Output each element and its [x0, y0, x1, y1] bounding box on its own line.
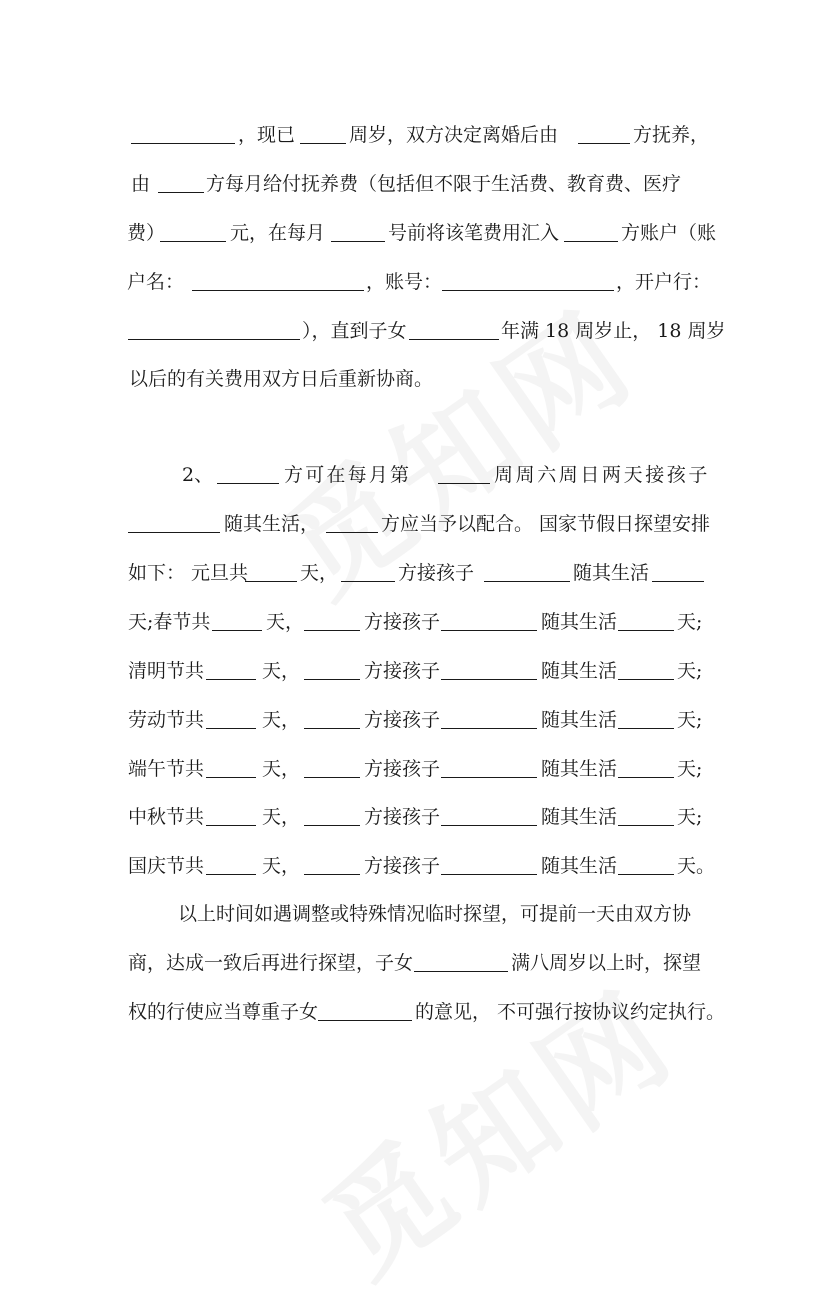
line-text: 天，	[266, 611, 305, 633]
line-text: ，开户行：	[616, 271, 712, 293]
line-text: 方每月给付抚养费（包括但不限于生活费、教育费、医疗	[206, 173, 682, 195]
line-text: 方接孩子	[364, 806, 441, 828]
line-text: 以上时间如遇调整或特殊情况临时探望，可提前一天由双方协	[178, 903, 692, 925]
blank-field	[331, 241, 385, 242]
line-text: 随其生活	[541, 855, 618, 877]
blank-field	[441, 825, 537, 826]
blank-field	[300, 143, 346, 144]
text-line	[0, 997, 830, 1027]
blank-field	[304, 728, 360, 729]
line-text: 随其生活	[573, 562, 650, 584]
blank-field	[409, 339, 499, 340]
text-line	[0, 705, 830, 735]
line-text: 号前将该笔费用汇入	[388, 222, 560, 244]
text-line	[0, 802, 830, 832]
blank-field	[618, 630, 674, 631]
line-text: 天;春节共	[128, 611, 211, 633]
blank-field	[304, 825, 360, 826]
text-line	[0, 607, 830, 637]
blank-field	[304, 630, 360, 631]
line-text: 以后的有关费用双方日后重新协商。	[129, 368, 434, 390]
blank-field	[326, 532, 378, 533]
line-text: 天，	[262, 758, 301, 780]
blank-field	[304, 874, 360, 875]
blank-field	[618, 777, 674, 778]
blank-field	[564, 241, 618, 242]
blank-field	[442, 290, 614, 291]
line-text: 国庆节共	[128, 855, 205, 877]
blank-field	[441, 874, 537, 875]
line-text: 天;	[677, 660, 703, 682]
blank-field	[304, 777, 360, 778]
text-line	[0, 316, 830, 346]
line-text: 随其生活	[541, 758, 618, 780]
line-text: 年满 18 周岁止， 18 周岁	[501, 320, 726, 342]
line-text: 方接孩子	[364, 855, 441, 877]
line-text: 费）	[127, 222, 166, 244]
line-text: 元，在每月	[230, 222, 326, 244]
blank-field	[484, 581, 570, 582]
line-text: 天，	[262, 660, 301, 682]
line-text: 中秋节共	[128, 806, 205, 828]
blank-field	[441, 777, 537, 778]
line-text: 天;	[677, 709, 703, 731]
text-line	[0, 656, 830, 686]
line-text: 天，	[262, 855, 301, 877]
line-text: 方接孩子	[364, 611, 441, 633]
text-line	[0, 899, 830, 929]
blank-field	[618, 874, 674, 875]
line-text: ，现已	[238, 124, 296, 146]
blank-field	[441, 728, 537, 729]
blank-field	[304, 679, 360, 680]
line-text: 户名：	[127, 271, 185, 293]
text-line	[0, 218, 830, 248]
line-text: 如下： 元旦共	[128, 562, 249, 584]
blank-field	[128, 339, 300, 340]
blank-field	[217, 483, 279, 484]
blank-field	[441, 679, 537, 680]
line-text: 随其生活	[541, 709, 618, 731]
blank-field	[652, 581, 704, 582]
blank-field	[618, 679, 674, 680]
line-text: 方接孩子	[364, 709, 441, 731]
line-text: 周周六周日两天接孩子	[494, 464, 711, 486]
blank-field	[192, 290, 364, 291]
line-text: 方抚养，	[633, 124, 710, 146]
line-text: 方应当予以配合。 国家节假日探望安排	[381, 513, 711, 535]
blank-field	[341, 581, 395, 582]
line-text: 天;	[677, 758, 703, 780]
blank-field	[438, 483, 490, 484]
line-text: 商，达成一致后再进行探望，子女	[128, 952, 414, 974]
text-line	[0, 120, 830, 150]
line-text: 方接孩子	[364, 758, 441, 780]
blank-field	[318, 1020, 412, 1021]
line-text: 权的行使应当尊重子女	[128, 1001, 319, 1023]
blank-field	[206, 728, 256, 729]
text-line	[0, 509, 830, 539]
line-text: 方账户（账	[621, 222, 717, 244]
line-text: 天，	[300, 562, 339, 584]
line-text: 端午节共	[128, 758, 205, 780]
line-text: 劳动节共	[128, 709, 205, 731]
blank-field	[158, 192, 204, 193]
line-text: ，账号：	[366, 271, 443, 293]
text-line	[0, 851, 830, 881]
blank-field	[206, 777, 256, 778]
blank-field	[206, 874, 256, 875]
text-line	[0, 754, 830, 784]
blank-field	[206, 825, 256, 826]
text-line	[0, 558, 830, 588]
blank-field	[414, 971, 508, 972]
text-line	[0, 364, 830, 394]
line-text: 2、	[182, 464, 214, 486]
line-text: 随其生活	[541, 611, 618, 633]
line-text: 周岁，双方决定离婚后由	[349, 124, 559, 146]
text-line	[0, 948, 830, 978]
line-text: 天。	[677, 855, 716, 877]
blank-field	[618, 825, 674, 826]
line-text: 天;	[677, 806, 703, 828]
line-text: 天，	[262, 709, 301, 731]
line-text: 随其生活	[541, 806, 618, 828]
blank-field	[206, 679, 256, 680]
text-line	[0, 169, 830, 199]
line-text: 随其生活，	[224, 513, 320, 535]
blank-field	[245, 581, 297, 582]
blank-field	[131, 143, 235, 144]
line-text: 天，	[262, 806, 301, 828]
line-text: 的意见， 不可强行按协议约定执行。	[415, 1001, 726, 1023]
blank-field	[128, 532, 220, 533]
line-text: 随其生活	[541, 660, 618, 682]
line-text: 天;	[677, 611, 703, 633]
line-text: ），直到子女	[302, 320, 407, 342]
line-text: 方可在每月第	[284, 464, 412, 486]
blank-field	[212, 630, 262, 631]
text-line	[0, 267, 830, 297]
blank-field	[578, 143, 630, 144]
blank-field	[618, 728, 674, 729]
line-text: 满八周岁以上时，探望	[511, 952, 702, 974]
line-text: 方接孩子	[364, 660, 441, 682]
text-line	[0, 460, 830, 490]
blank-field	[441, 630, 537, 631]
line-text: 由	[131, 173, 151, 195]
line-text: 方接孩子	[398, 562, 475, 584]
line-text: 清明节共	[128, 660, 205, 682]
blank-field	[160, 241, 226, 242]
